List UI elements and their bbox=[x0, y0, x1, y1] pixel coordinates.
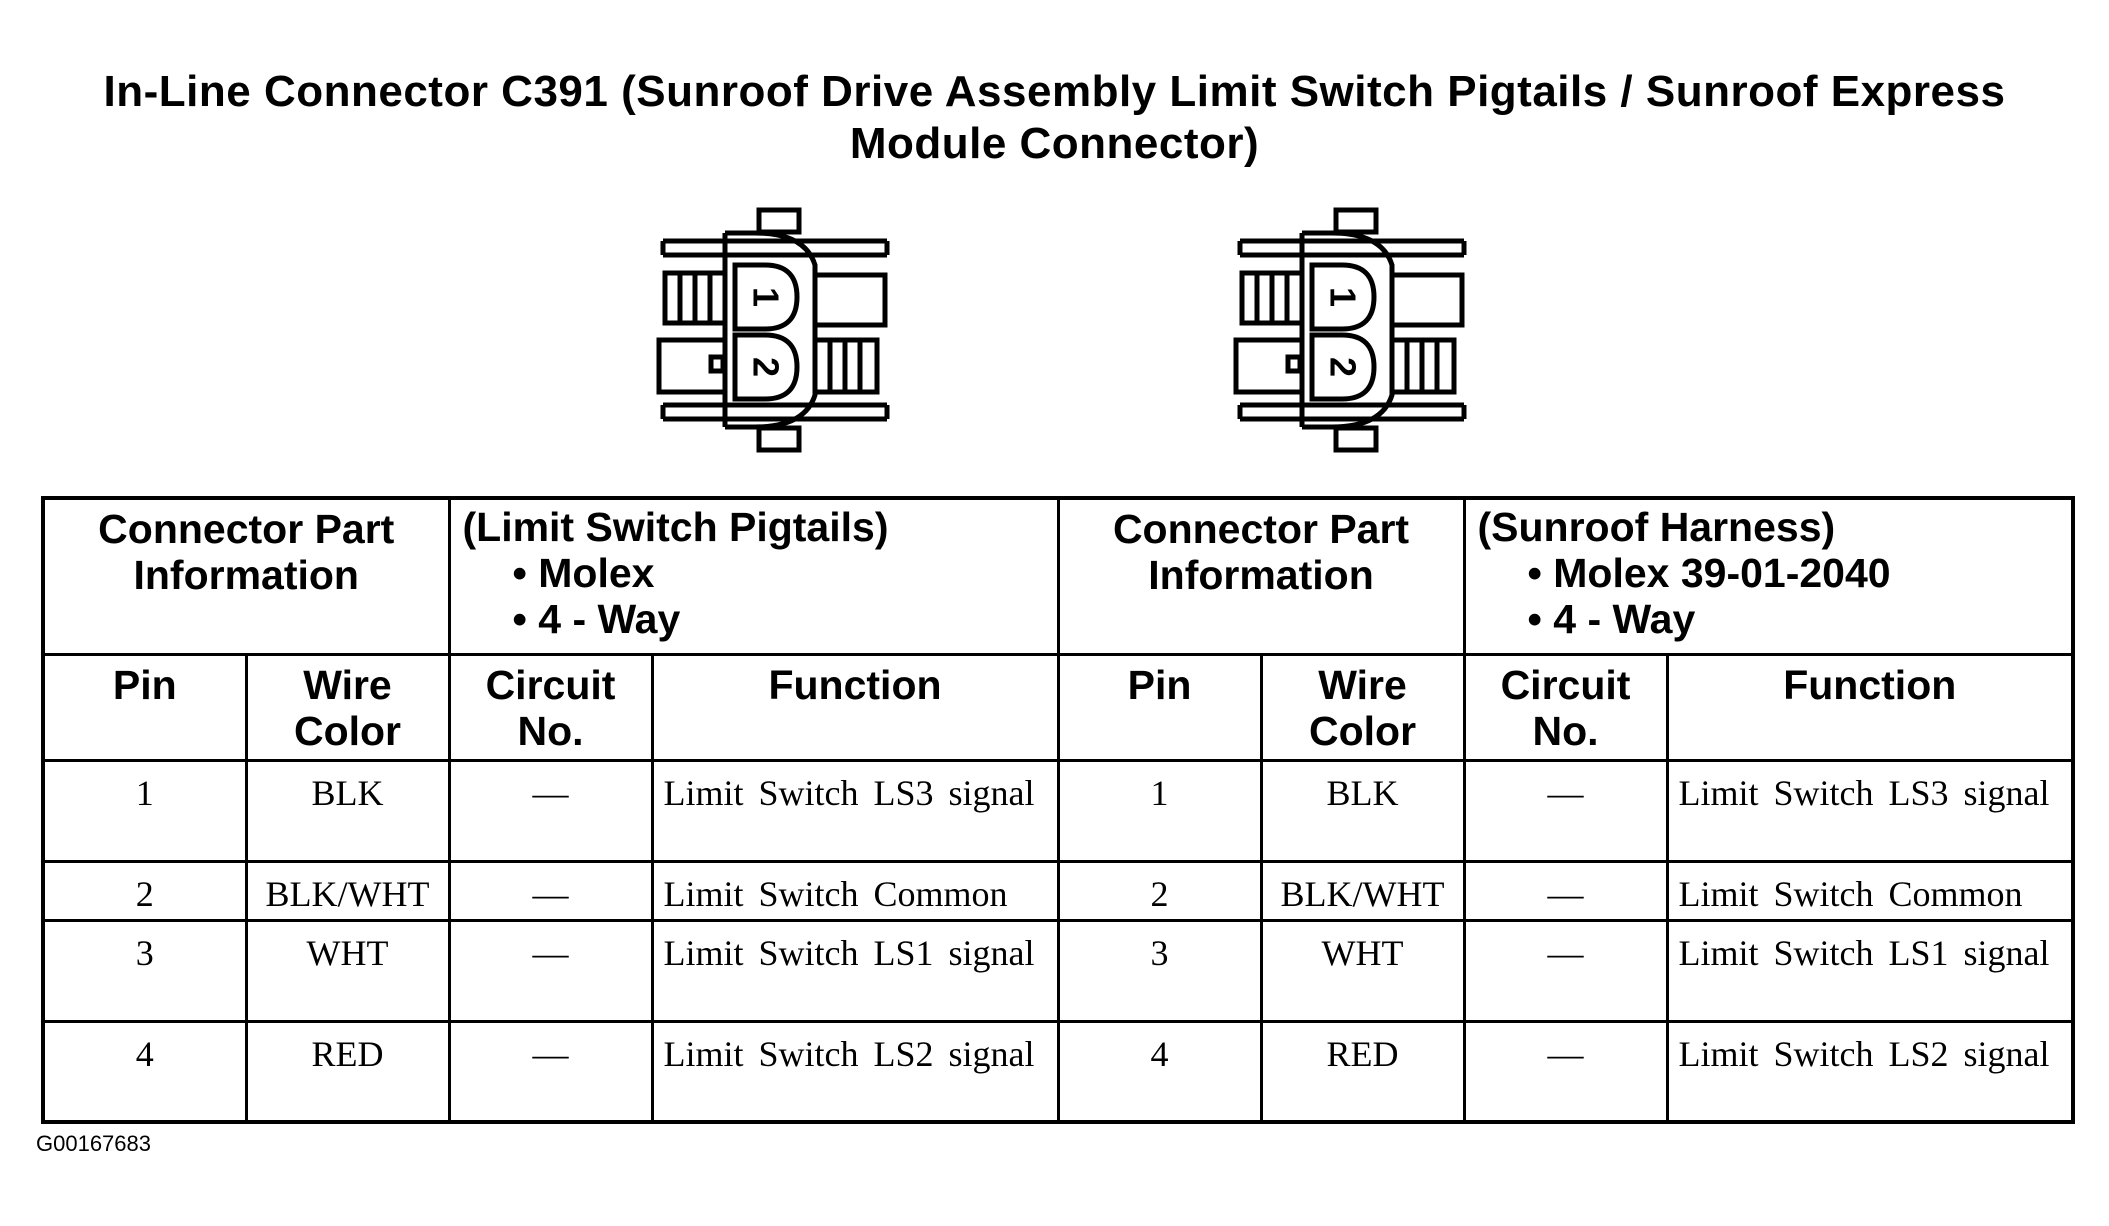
circuit-cell: — bbox=[1464, 861, 1667, 920]
table-row bbox=[43, 1021, 2073, 1122]
part-info-row bbox=[43, 498, 2073, 654]
pin-cell: 2 bbox=[43, 861, 246, 920]
pin-cell: 3 bbox=[43, 920, 246, 1021]
table-row bbox=[43, 760, 2073, 861]
function-cell: Limit Switch Common bbox=[652, 861, 1058, 920]
wire-color-cell: BLK/WHT bbox=[1261, 861, 1464, 920]
left-part-info-label: Connector Part Information bbox=[43, 498, 449, 654]
circuit-cell: — bbox=[1464, 1021, 1667, 1122]
right-part-description bbox=[1464, 498, 2073, 654]
col-header-function: Function bbox=[652, 654, 1058, 760]
pin-cell: 4 bbox=[43, 1021, 246, 1122]
col-header-wire-color: Wire Color bbox=[246, 654, 449, 760]
col-header-pin: Pin bbox=[43, 654, 246, 760]
pin-cell: 1 bbox=[1058, 760, 1261, 861]
pin-cell: 1 bbox=[43, 760, 246, 861]
wire-color-cell: RED bbox=[246, 1021, 449, 1122]
left-bullet-1: • Molex bbox=[512, 550, 655, 596]
wire-color-cell: WHT bbox=[1261, 920, 1464, 1021]
pin-label-2: 2 bbox=[1322, 356, 1364, 378]
circuit-cell: — bbox=[1464, 760, 1667, 861]
wire-color-cell: BLK/WHT bbox=[246, 861, 449, 920]
function-cell: Limit Switch LS1 signal bbox=[1667, 920, 2073, 1021]
pin-cell: 4 bbox=[1058, 1021, 1261, 1122]
pin-cell: 2 bbox=[1058, 861, 1261, 920]
pin-label-2: 2 bbox=[745, 356, 787, 378]
circuit-cell: — bbox=[449, 1021, 652, 1122]
col-header-function: Function bbox=[1667, 654, 2073, 760]
table-row bbox=[43, 861, 2073, 920]
function-cell: Limit Switch LS2 signal bbox=[1667, 1021, 2073, 1122]
wire-color-cell: BLK bbox=[246, 760, 449, 861]
right-bullet-1: • Molex 39-01-2040 bbox=[1527, 550, 1891, 596]
figure-id: G00167683 bbox=[36, 1131, 151, 1156]
wire-color-cell: WHT bbox=[246, 920, 449, 1021]
col-header-wire-color: Wire Color bbox=[1261, 654, 1464, 760]
wire-color-cell: RED bbox=[1261, 1021, 1464, 1122]
circuit-cell: — bbox=[449, 861, 652, 920]
pinout-table bbox=[41, 496, 2075, 1124]
function-cell: Limit Switch LS3 signal bbox=[652, 760, 1058, 861]
wire-color-cell: BLK bbox=[1261, 760, 1464, 861]
function-cell: Limit Switch LS1 signal bbox=[652, 920, 1058, 1021]
connector-diagram-right bbox=[1232, 205, 1482, 455]
col-header-pin: Pin bbox=[1058, 654, 1261, 760]
right-bullet-2: • 4 - Way bbox=[1527, 596, 1696, 642]
col-header-circuit: Circuit No. bbox=[1464, 654, 1667, 760]
circuit-cell: — bbox=[449, 760, 652, 861]
right-part-name: (Sunroof Harness) bbox=[1477, 504, 1836, 550]
left-part-name: (Limit Switch Pigtails) bbox=[462, 504, 889, 550]
column-header-row bbox=[43, 654, 2073, 760]
pin-cell: 3 bbox=[1058, 920, 1261, 1021]
pin-label-1: 1 bbox=[745, 286, 787, 308]
page-title: In-Line Connector C391 (Sunroof Drive Assembly Limit Switch Pigtails / Sunroof Express Module Connector) bbox=[103, 67, 2006, 168]
connector-diagram-left bbox=[655, 205, 905, 455]
col-header-circuit: Circuit No. bbox=[449, 654, 652, 760]
function-cell: Limit Switch Common bbox=[1667, 861, 2073, 920]
table-row bbox=[43, 920, 2073, 1021]
left-bullet-2: • 4 - Way bbox=[512, 596, 681, 642]
circuit-cell: — bbox=[449, 920, 652, 1021]
right-part-info-label: Connector Part Information bbox=[1058, 498, 1464, 654]
function-cell: Limit Switch LS2 signal bbox=[652, 1021, 1058, 1122]
circuit-cell: — bbox=[1464, 920, 1667, 1021]
pin-label-1: 1 bbox=[1322, 286, 1364, 308]
left-part-description bbox=[449, 498, 1058, 654]
function-cell: Limit Switch LS3 signal bbox=[1667, 760, 2073, 861]
